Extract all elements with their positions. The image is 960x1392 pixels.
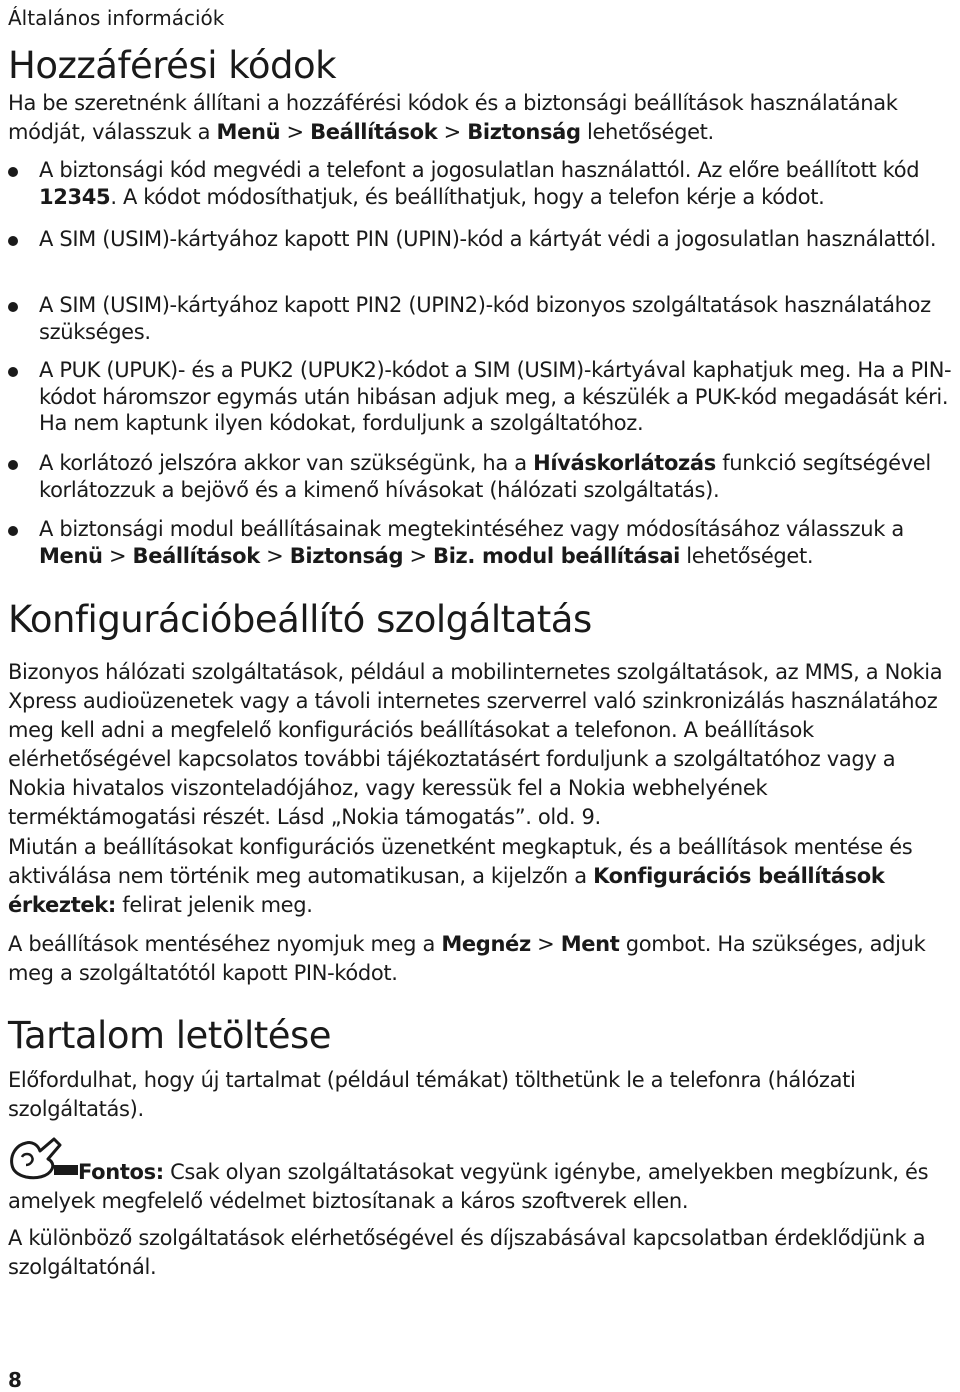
bullet-icon [8,167,18,177]
important-note: Fontos: Csak olyan szolgáltatásokat vegyünk igénybe, amelyekben megbízunk, és amelyek megfelelő védelmet biztosítanak a káros szoftverek ellen. [8,1160,929,1213]
configuration-paragraph-2: Miután a beállításokat konfigurációs üzenetként megkaptuk, és a beállítások mentése és aktiválása nem történik meg automatikusan, a kijelzőn a Konfigurációs beállítások érkeztek: felirat jelenik meg. [8,835,913,917]
section-title-content-download: Tartalom letöltése [8,1014,332,1057]
bullet-icon [8,236,18,246]
list-item-security-code: A biztonsági kód megvédi a telefont a jogosulatlan használattól. Az előre beállított kód 12345. A kódot módosíthatjuk, és beállíthatjuk, hogy a telefon kérje a kódot. [8,157,956,210]
bullet-icon [8,302,18,312]
configuration-paragraph-1: Bizonyos hálózati szolgáltatások, például a mobilinternetes szolgáltatások, az MMS, a Nokia Xpress audioüzenetek vagy a távoli internetes szerverrel való szinkronizálás használatához meg kell adni a megfelelő konfigurációs beállításokat a telefonon. A beállítások elérhetőségével kapcsolatos további tájékoztatásért forduljunk a szolgáltatóhoz vagy a Nokia hivatalos viszonteladójához, vagy keressük fel a Nokia webhelyének terméktámogatási részét. Lásd „Nokia támogatás”. old. 9. [8,660,943,829]
list-item-pin2: A SIM (USIM)-kártyához kapott PIN2 (UPIN2)-kód bizonyos szolgáltatások használatához szükséges. [8,292,956,345]
call-barring-term: Híváskorlátozás [533,451,716,475]
security-module-settings-term: Biz. modul beállításai [433,543,680,568]
bullet-icon [8,460,18,470]
list-item-barring-password: A korlátozó jelszóra akkor van szükségünk, ha a Híváskorlátozás funkció segítségével korlátozzuk a bejövő és a kimenő hívásokat (hálózati szolgáltatás). [8,450,956,503]
menu-path-menu: Menü [216,120,281,144]
list-item-pin: A SIM (USIM)-kártyához kapott PIN (UPIN)-kód a kártyát védi a jogosulatlan használattól. [8,226,956,253]
section-title-access-codes: Hozzáférési kódok [8,44,337,87]
configuration-paragraph-3: A beállítások mentéséhez nyomjuk meg a Megnéz > Ment gombot. Ha szükséges, adjuk meg a szolgáltatótól kapott PIN-kódot. [8,932,926,985]
page-number: 8 [8,1368,22,1392]
list-item-puk: A PUK (UPUK)- és a PUK2 (UPUK2)-kódot a SIM (USIM)-kártyával kaphatjuk meg. Ha a PIN-kódot háromszor egymás után hibásan adjuk meg, a készülék a PUK-kód megadását kéri. Ha nem kaptunk ilyen kódokat, forduljunk a szolgáltatóhoz. [8,357,956,437]
bullet-icon [8,526,18,536]
bullet-icon [8,367,18,377]
configuration-received-message: Konfigurációs beállítások érkeztek: [8,864,885,917]
download-paragraph-2: A különböző szolgáltatások elérhetőségével és díjszabásával kapcsolatban érdeklődjünk a szolgáltatónál. [8,1226,926,1279]
important-label: Fontos: [78,1160,164,1184]
section-title-configuration-service: Konfigurációbeállító szolgáltatás [8,598,592,641]
access-codes-intro: Ha be szeretnénk állítani a hozzáférési kódok és a biztonsági beállítások használatának módját, válasszuk a Menü > Beállítások > Biztonság lehetőséget. [8,91,898,144]
show-softkey-term: Megnéz [441,932,531,956]
menu-path-security: Biztonság [467,120,581,144]
list-item-security-module: A biztonsági modul beállításainak megtekintéséhez vagy módosításához válasszuk a Menü > Beállítások > Biztonság > Biz. modul beállításai lehetőséget. [8,516,956,569]
running-head: Általános információk [8,6,225,30]
download-paragraph-1: Előfordulhat, hogy új tartalmat (például témákat) tölthetünk le a telefonra (hálózati szolgáltatás). [8,1068,856,1121]
default-code: 12345 [39,184,111,209]
save-softkey-term: Ment [560,932,620,956]
menu-path-settings: Beállítások [310,120,438,144]
